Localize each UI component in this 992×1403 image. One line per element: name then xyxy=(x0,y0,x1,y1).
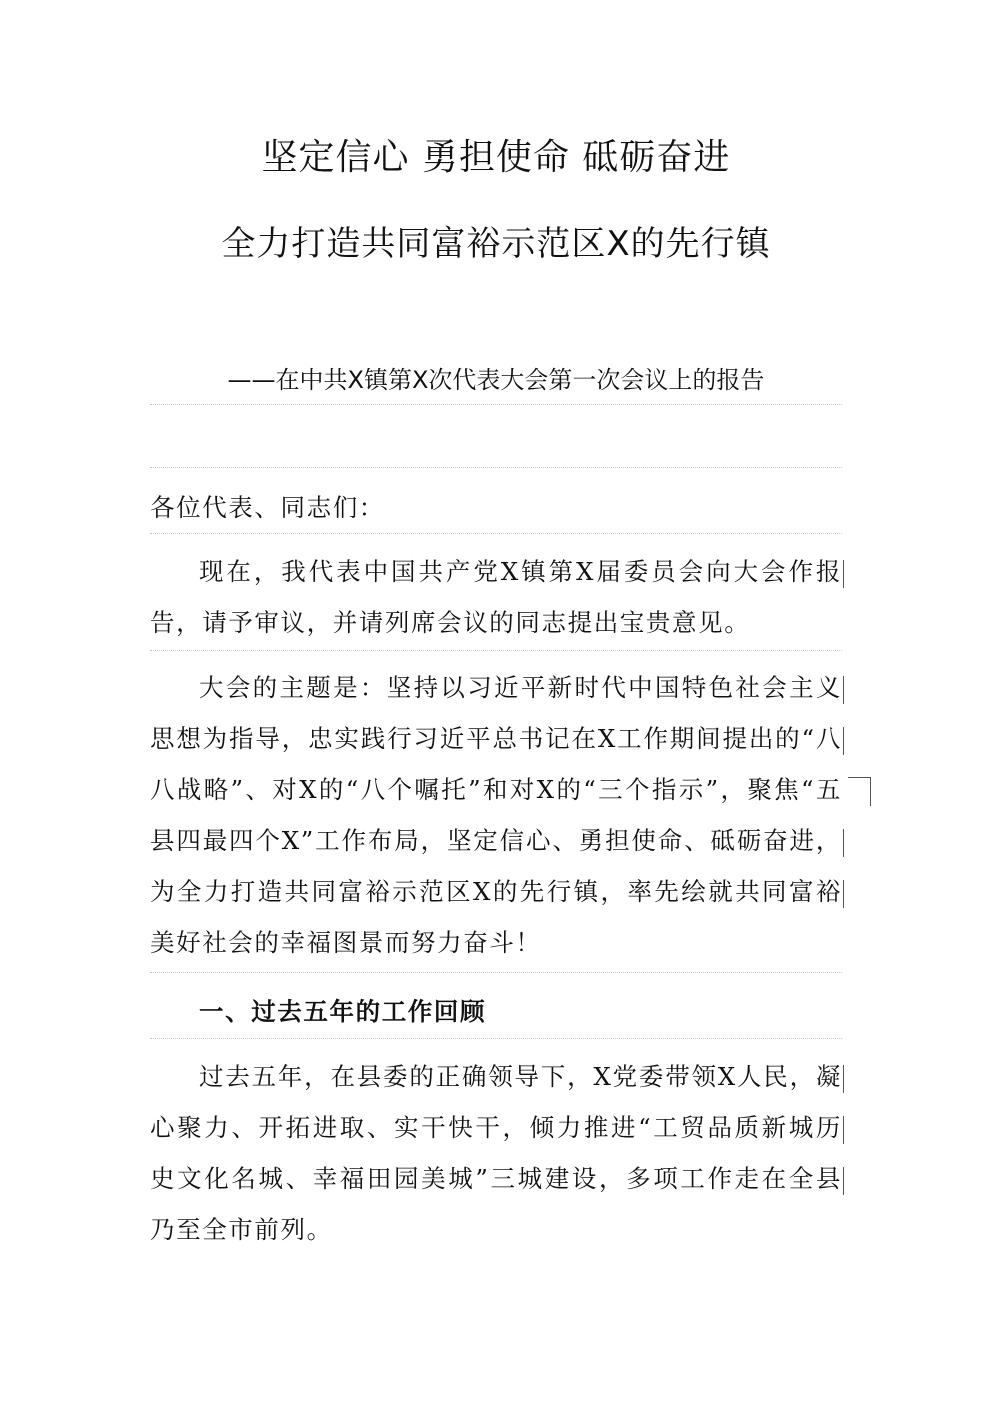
line-end-mark xyxy=(843,829,844,857)
line-end-mark xyxy=(843,880,844,908)
line-end-mark xyxy=(843,1065,844,1093)
line-end-mark xyxy=(843,1116,844,1144)
line-end-bracket-mark xyxy=(848,777,871,806)
document-subtitle: ——在中共X镇第X次代表大会第一次会议上的报告 xyxy=(227,366,765,394)
document-title-line-2: 全力打造共同富裕示范区X的先行镇 xyxy=(221,224,771,264)
line-end-mark xyxy=(843,676,844,704)
body-paragraph: 过去五年，在县委的正确领导下，X党委带领X人民，凝心聚力、开拓进取、实干快干，倾力推进“工贸品质新城历史文化名城、幸福田园美城”三城建设，多项工作走在全县乃至全市前列。 xyxy=(150,1062,842,1244)
text-boundary-line xyxy=(150,467,842,468)
text-boundary-line xyxy=(150,650,842,651)
line-end-mark xyxy=(843,560,844,588)
text-boundary-line xyxy=(150,404,842,405)
text-boundary-line xyxy=(150,972,842,973)
salutation: 各位代表、同志们： xyxy=(150,493,385,522)
text-boundary-line xyxy=(150,533,842,534)
body-paragraph: 大会的主题是：坚持以习近平新时代中国特色社会主义思想为指导，忠实践行习近平总书记在X工作期间提出的“八八战略”、对X的“八个嘱托”和对X的“三个指示”，聚焦“五县四最四个X”工作布局，坚定信心、勇担使命、砥砺奋进，为全力打造共同富裕示范区X的先行镇，率先绘就共同富裕美好社会的幸福图景而努力奋斗！ xyxy=(150,673,842,957)
text-boundary-line xyxy=(150,1038,842,1039)
line-end-mark xyxy=(843,727,844,755)
section-heading: 一、过去五年的工作回顾 xyxy=(199,997,487,1026)
line-end-mark xyxy=(843,1167,844,1195)
document-title: 坚定信心 勇担使命 砥砺奋进 xyxy=(261,137,731,178)
body-paragraph: 现在，我代表中国共产党X镇第X届委员会向大会作报告，请予审议，并请列席会议的同志提出宝贵意见。 xyxy=(150,557,842,637)
